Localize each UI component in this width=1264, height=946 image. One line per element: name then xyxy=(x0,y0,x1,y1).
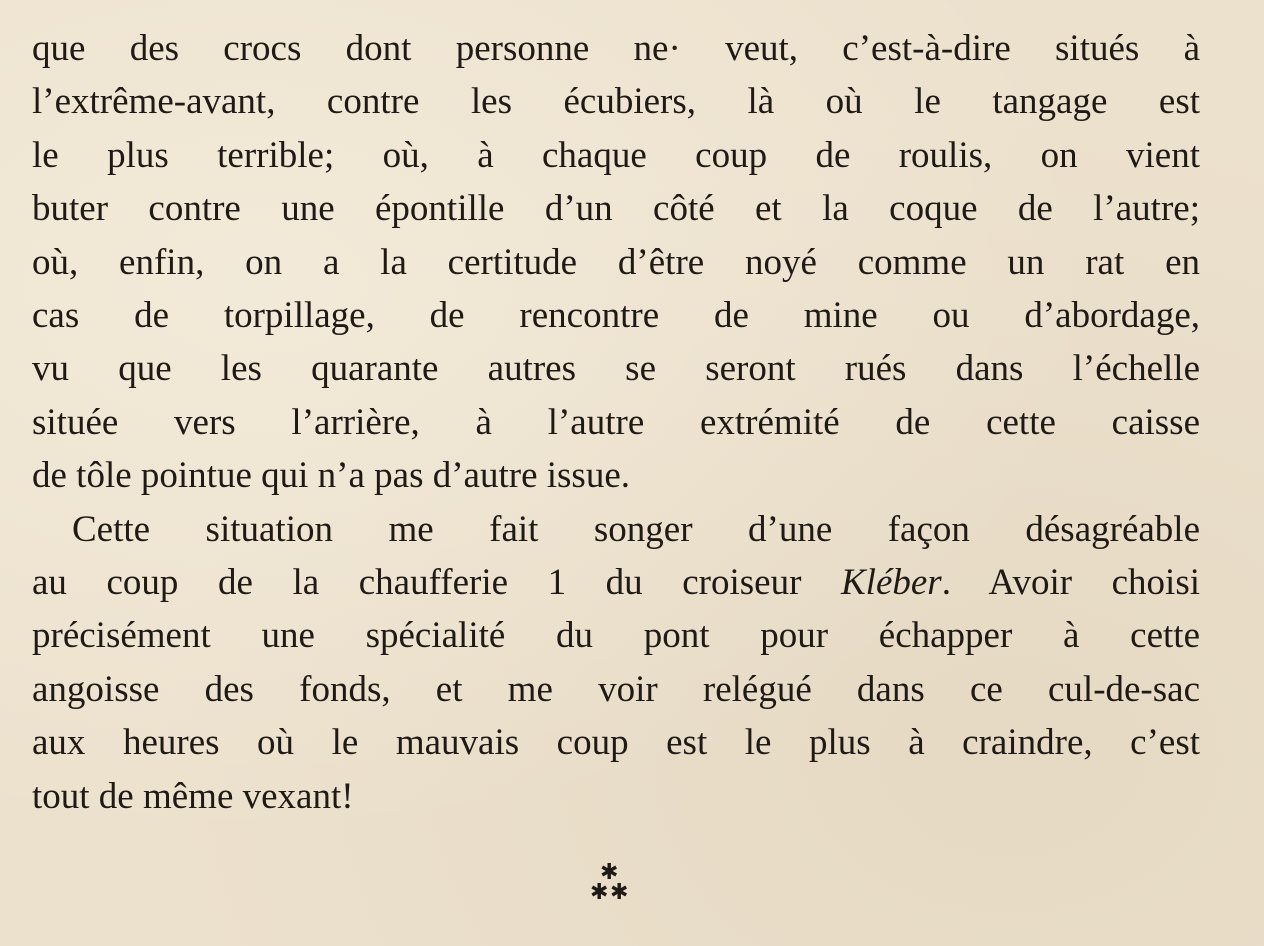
text-line: l’extrême-avant, contre les écubiers, là où le tangage est xyxy=(32,81,1200,123)
text-line xyxy=(32,556,1200,609)
text-line: aux heures où le mauvais coup est le plus à craindre, c’est xyxy=(32,722,1200,764)
book-page xyxy=(32,22,1200,823)
ship-name: Kléber xyxy=(840,562,942,604)
text-line: tout de même vexant! xyxy=(32,775,354,817)
asterisk-icon: ✱ xyxy=(600,860,619,885)
text-line: buter contre une épontille d’un côté et la coque de l’autre; xyxy=(32,188,1200,230)
text-line: située vers l’arrière, à l’autre extrémité de cette caisse xyxy=(32,401,1200,443)
asterisk-icon: ✱ xyxy=(610,880,629,905)
text-line: angoisse des fonds, et me voir relégué dans ce cul-de-sac xyxy=(32,668,1200,710)
text-segment: au coup de la chaufferie 1 du croiseur xyxy=(32,562,841,604)
text-line: Cette situation me fait songer d’une façon désagréable xyxy=(72,508,1200,550)
asterisk-icon: ✱ xyxy=(590,880,609,905)
paragraph-1 xyxy=(32,22,1200,503)
asterism-separator xyxy=(586,862,638,912)
text-line: que des crocs dont personne ne· veut, c’est-à-dire situés à xyxy=(32,28,1200,69)
text-line: cas de torpillage, de rencontre de mine ou d’abordage, xyxy=(32,295,1200,337)
text-line: de tôle pointue qui n’a pas d’autre issue. xyxy=(32,455,630,497)
paragraph-2 xyxy=(32,503,1200,823)
text-segment: . Avoir choisi xyxy=(941,562,1200,604)
text-line: le plus terrible; où, à chaque coup de roulis, on vient xyxy=(32,134,1200,176)
text-line: vu que les quarante autres se seront rués dans l’échelle xyxy=(32,348,1200,390)
text-line: où, enfin, on a la certitude d’être noyé comme un rat en xyxy=(32,241,1200,283)
text-line: précisément une spécialité du pont pour échapper à cette xyxy=(32,615,1200,657)
